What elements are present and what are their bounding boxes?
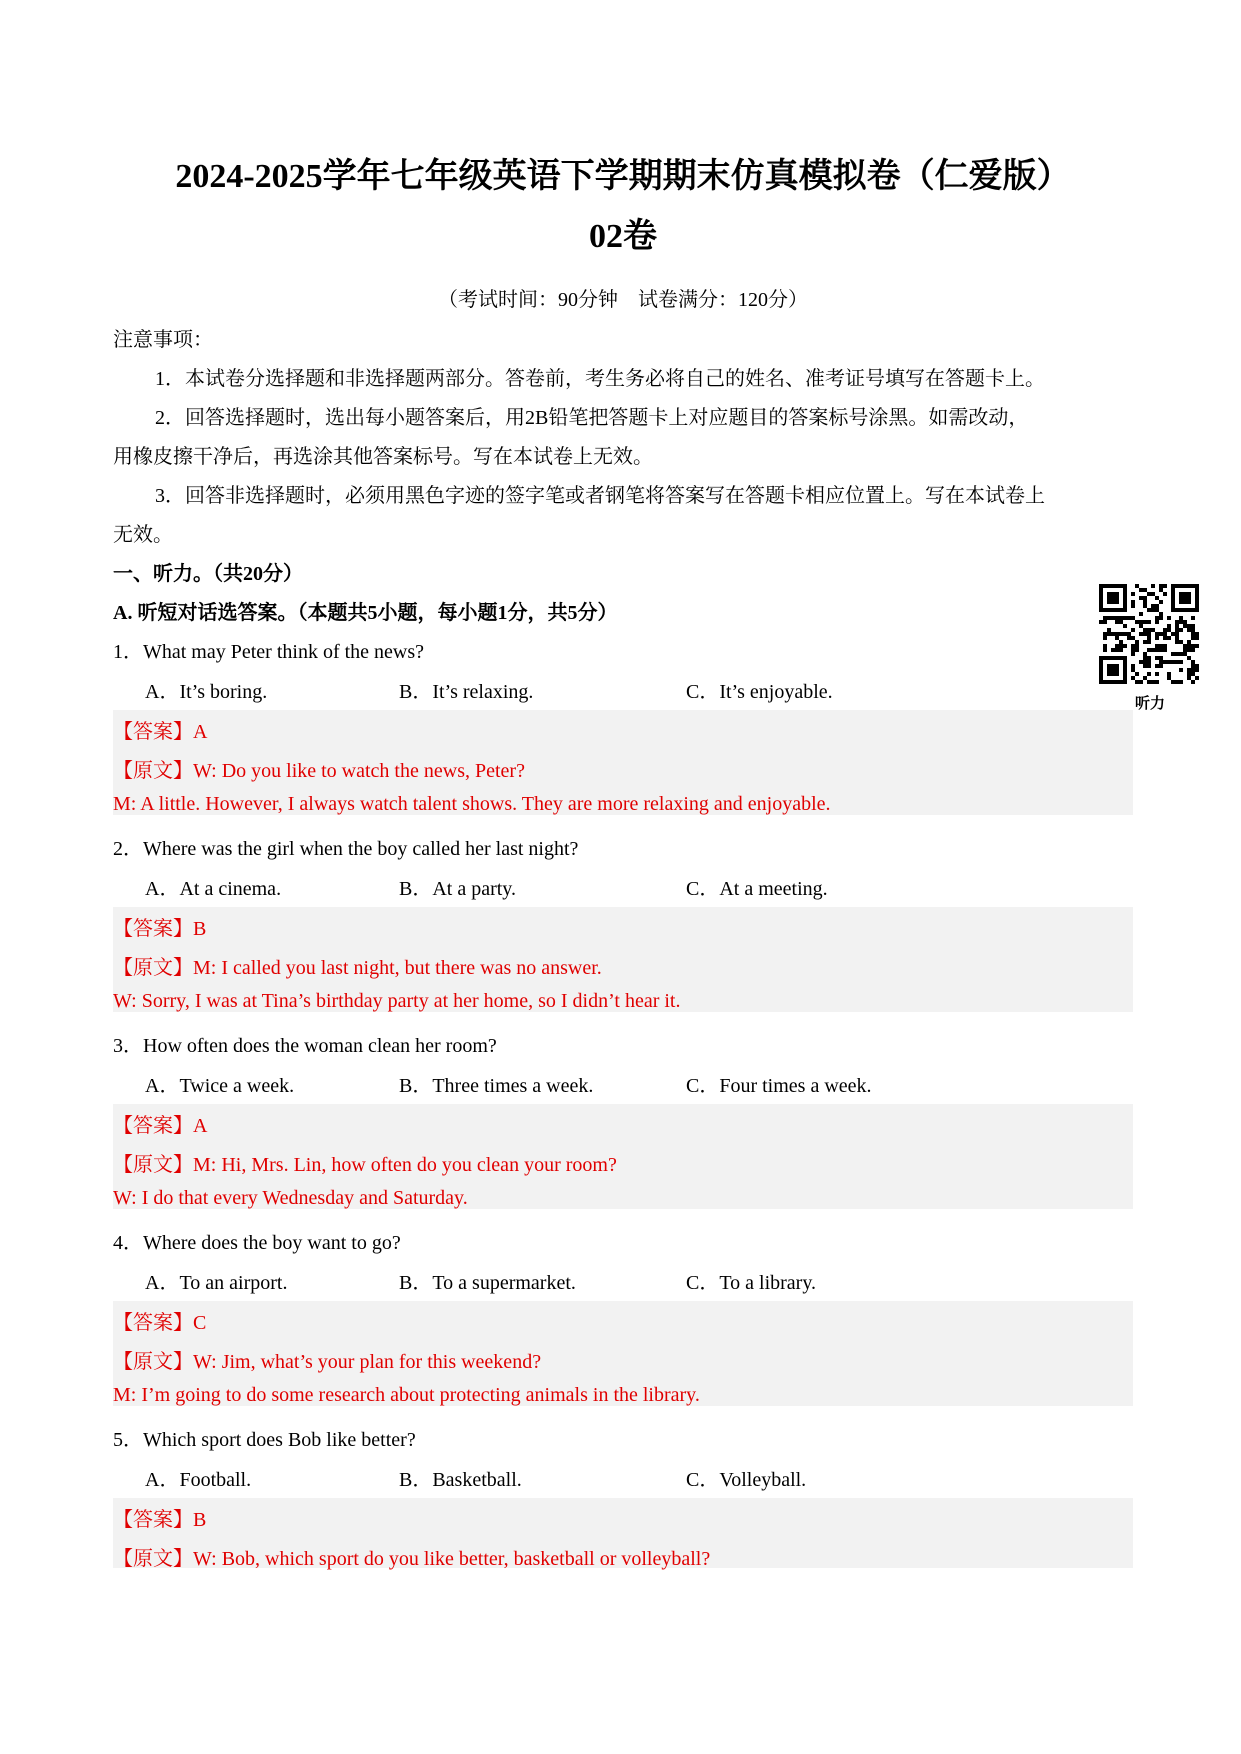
q5-option-c: C．Volleyball. [686,1469,807,1491]
q1-option-b: B．It’s relaxing. [399,681,534,703]
q4-script-2: M: I’m going to do some research about protecting animals in the library. [113,1384,700,1406]
q5-answer: 【答案】B [113,1509,207,1531]
qr-code-graphic [1099,584,1201,686]
qr-code-icon[interactable] [1099,584,1201,686]
q2-option-a: A．At a cinema. [145,878,282,900]
q1-script-1: 【原文】W: Do you like to watch the news, Peter? [113,760,525,782]
note-3: 3．回答非选择题时，必须用黑色字迹的签字笔或者钢笔将答案写在答题卡相应位置上。写在本试卷上 [155,485,1045,507]
q5-option-b: B．Basketball. [399,1469,522,1491]
q1-answer: 【答案】A [113,721,208,743]
q3-script-1: 【原文】M: Hi, Mrs. Lin, how often do you clean your room? [113,1154,617,1176]
part-a-heading: A. 听短对话选答案。（本题共5小题，每小题1分，共5分） [113,602,618,624]
question-5: 5．Which sport does Bob like better? [113,1429,416,1451]
question-3: 3．How often does the woman clean her room? [113,1035,497,1057]
exam-title: 2024-2025学年七年级英语下学期期末仿真模拟卷（仁爱版） [175,158,1071,195]
exam-info: （考试时间：90分钟 试卷满分：120分） [438,289,808,311]
notes-heading: 注意事项： [113,329,213,351]
q1-answer-block [113,710,1133,815]
q3-script-2: W: I do that every Wednesday and Saturday. [113,1187,468,1209]
question-1: 1．What may Peter think of the news? [113,641,425,663]
section-heading: 一、听力。（共20分） [113,563,303,585]
q4-option-b: B．To a supermarket. [399,1272,576,1294]
q4-script-1: 【原文】W: Jim, what’s your plan for this weekend? [113,1351,542,1373]
q5-option-a: A．Football. [145,1469,252,1491]
q2-script-1: 【原文】M: I called you last night, but there was no answer. [113,957,602,979]
note-2: 2．回答选择题时，选出每小题答案后，用2B铅笔把答题卡上对应题目的答案标号涂黑。如需改动， [155,407,1029,429]
q1-option-a: A．It’s boring. [145,681,268,703]
question-2: 2．Where was the girl when the boy called her last night? [113,838,579,860]
q3-answer-block [113,1104,1133,1209]
q3-option-a: A．Twice a week. [145,1075,295,1097]
q3-option-c: C．Four times a week. [686,1075,872,1097]
q4-option-c: C．To a library. [686,1272,817,1294]
q2-answer-block [113,907,1133,1012]
question-4: 4．Where does the boy want to go? [113,1232,401,1254]
q4-answer: 【答案】C [113,1312,207,1334]
q1-script-2: M: A little. However, I always watch talent shows. They are more relaxing and enjoyable. [113,793,831,815]
qr-label: 听力 [1134,694,1165,712]
q1-option-c: C．It’s enjoyable. [686,681,833,703]
note-1: 1．本试卷分选择题和非选择题两部分。答卷前，考生务必将自己的姓名、准考证号填写在答题卡上。 [155,368,1045,390]
q3-option-b: B．Three times a week. [399,1075,594,1097]
q4-option-a: A．To an airport. [145,1272,288,1294]
q3-answer: 【答案】A [113,1115,208,1137]
q2-option-b: B．At a party. [399,878,517,900]
q5-answer-block [113,1498,1133,1568]
q5-script-1: 【原文】W: Bob, which sport do you like better, basketball or volleyball? [113,1548,711,1570]
q2-script-2: W: Sorry, I was at Tina’s birthday party at her home, so I didn’t hear it. [113,990,681,1012]
q4-answer-block [113,1301,1133,1406]
q2-option-c: C．At a meeting. [686,878,828,900]
exam-subtitle: 02卷 [589,218,657,255]
note-2-cont: 用橡皮擦干净后，再选涂其他答案标号。写在本试卷上无效。 [113,446,653,468]
q2-answer: 【答案】B [113,918,207,940]
note-3-cont: 无效。 [113,524,173,546]
